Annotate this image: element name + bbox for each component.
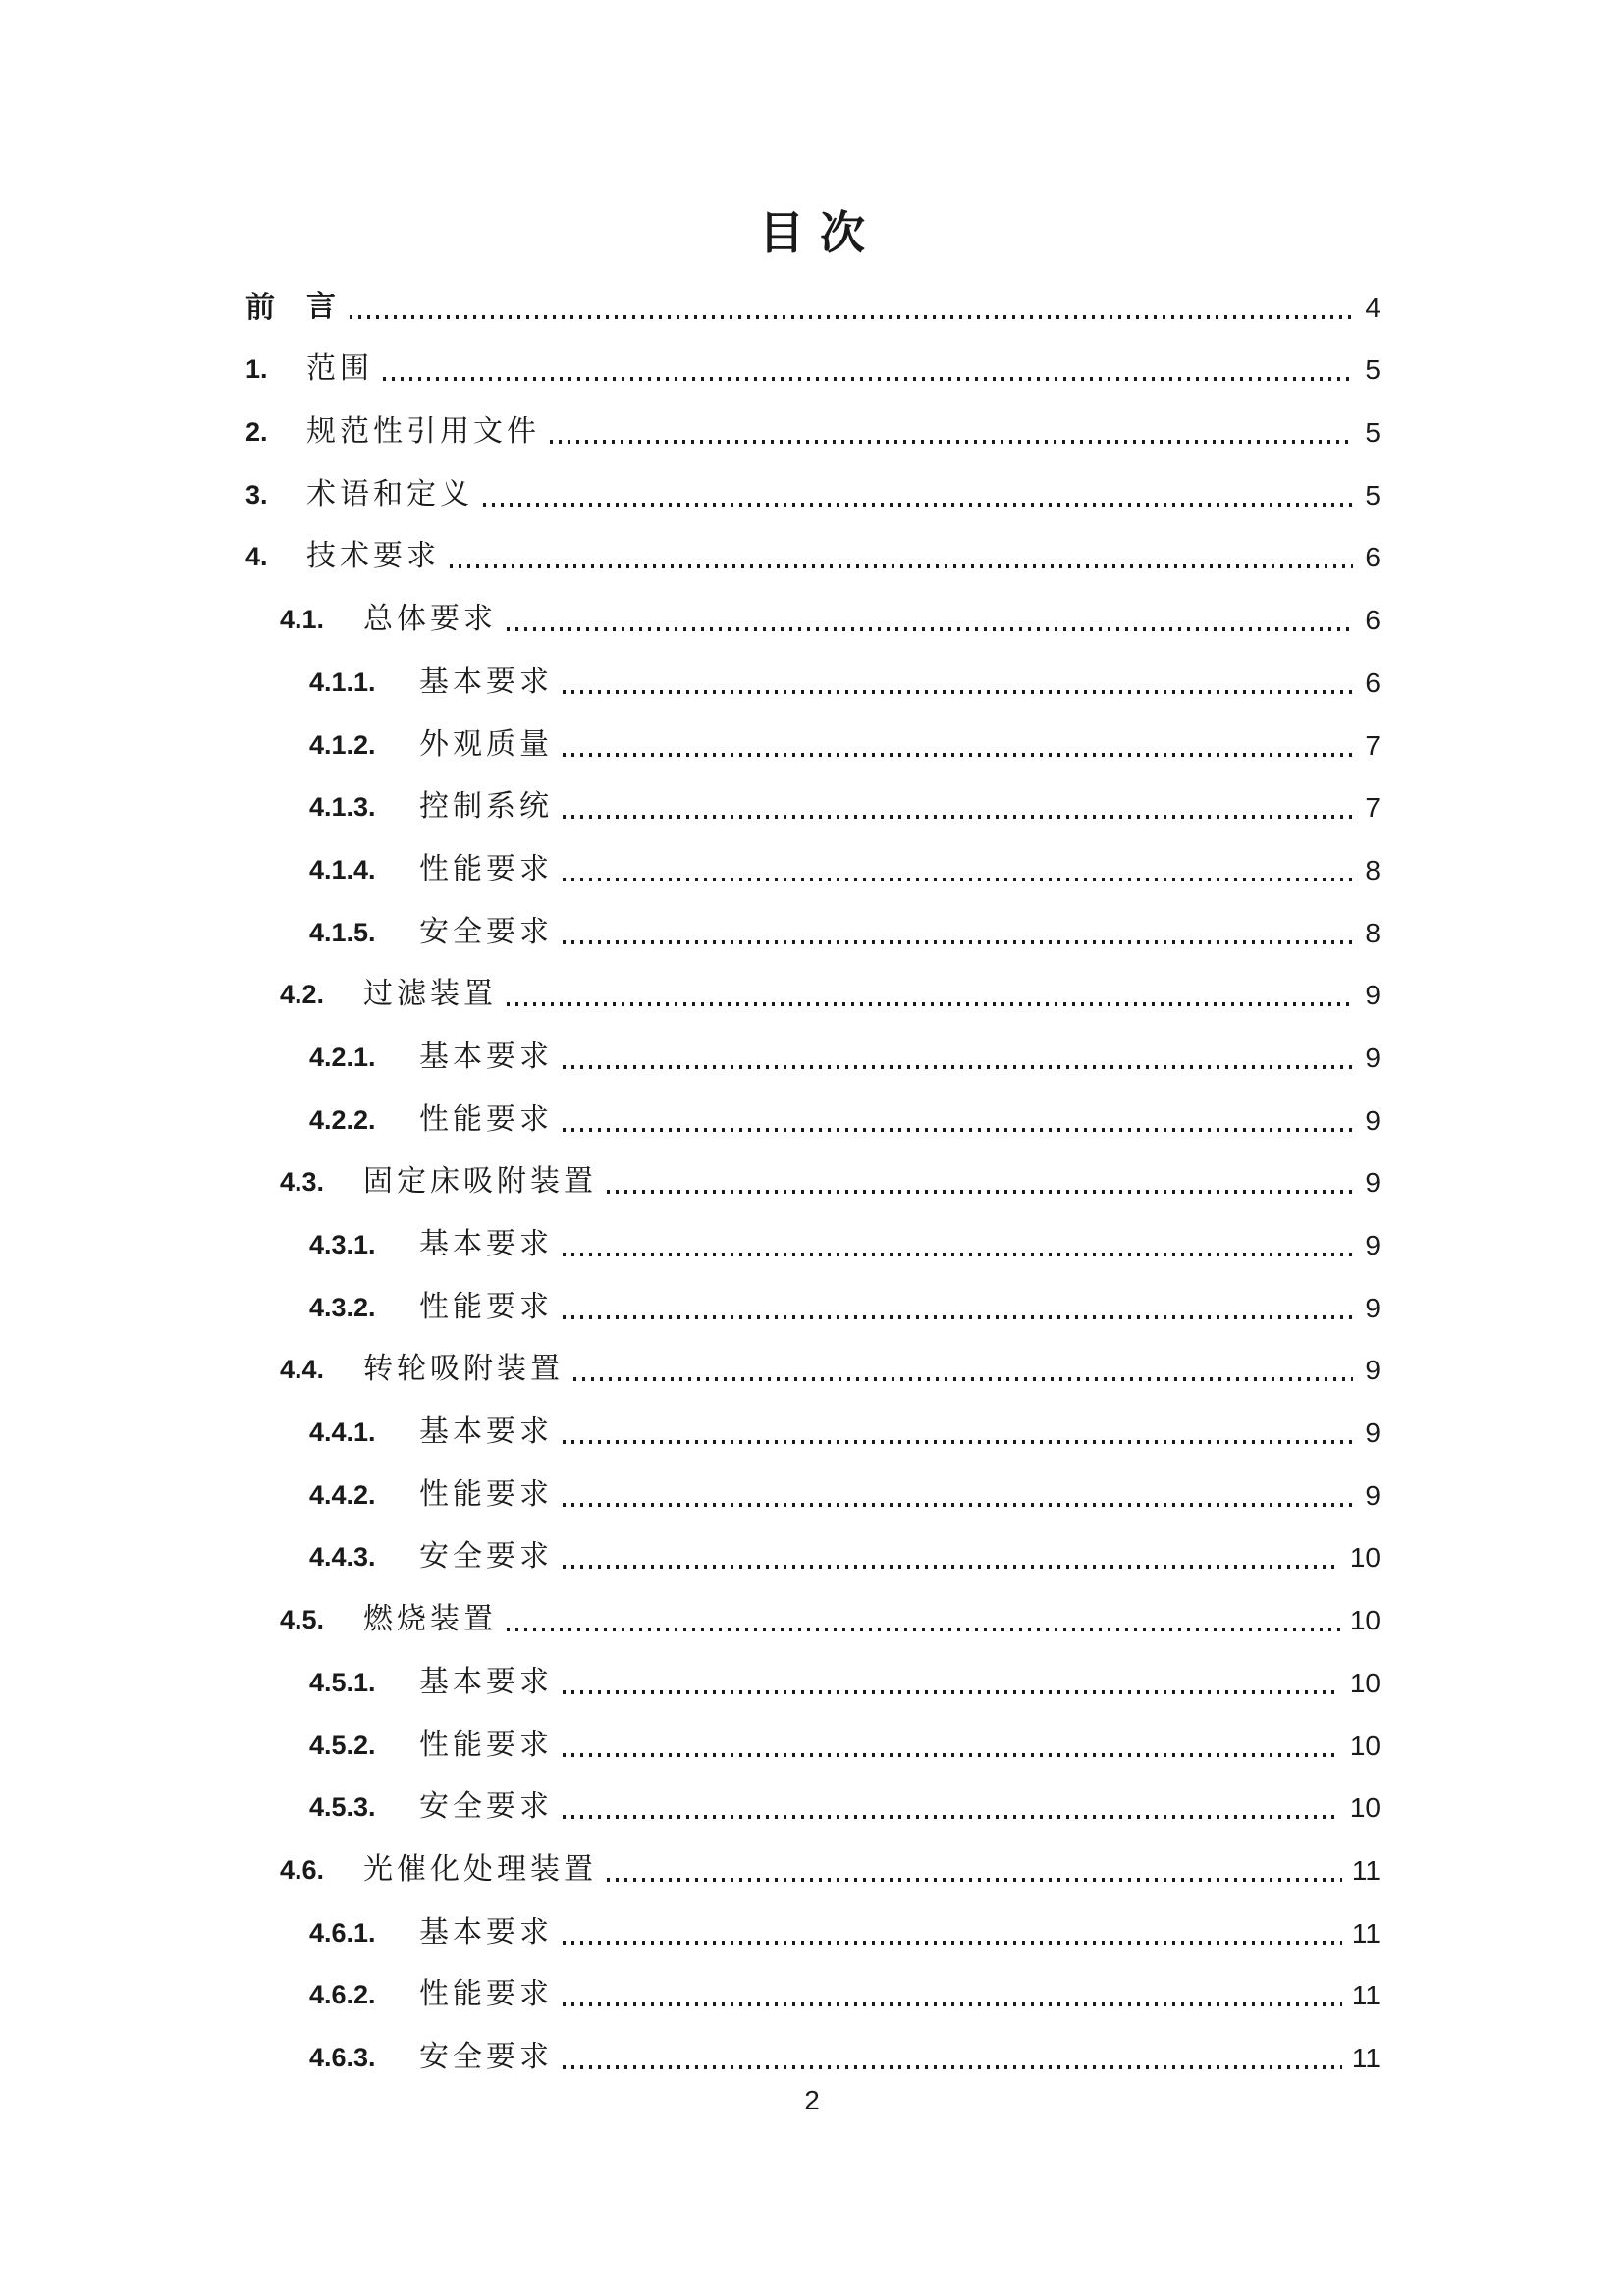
- toc-entry-label: 范围: [306, 352, 373, 386]
- dot-leader: [563, 940, 1353, 944]
- dot-leader: [563, 1128, 1353, 1132]
- dot-leader: [563, 753, 1353, 757]
- table-of-contents: [245, 261, 1380, 2074]
- toc-entry-number: 4.1.4.: [309, 854, 376, 884]
- toc-entry[interactable]: [309, 1636, 1380, 1699]
- toc-entry-page: 5: [1365, 479, 1380, 510]
- toc-entry-page: 9: [1365, 1230, 1380, 1260]
- toc-entry-number: 4.: [245, 542, 268, 572]
- toc-entry-label: 言: [306, 290, 340, 323]
- toc-entry-number: 3.: [245, 479, 268, 509]
- toc-entry[interactable]: [309, 1512, 1380, 1575]
- footer-page-number: 2: [804, 2085, 820, 2115]
- toc-entry[interactable]: [280, 1324, 1380, 1387]
- toc-entry-page: 9: [1365, 980, 1380, 1011]
- toc-entry-number: 4.3.: [280, 1167, 325, 1198]
- toc-entry-page: 8: [1365, 854, 1380, 885]
- toc-entry-page: 9: [1365, 1355, 1380, 1386]
- toc-entry[interactable]: [309, 2011, 1380, 2074]
- toc-entry-page: 9: [1365, 1167, 1380, 1199]
- toc-entry-page: 10: [1349, 1667, 1380, 1698]
- toc-entry-number: 4.6.2.: [309, 1980, 376, 2010]
- toc-entry[interactable]: [309, 1074, 1380, 1137]
- dot-leader: [550, 440, 1353, 444]
- dot-leader: [507, 1628, 1340, 1631]
- toc-entry[interactable]: [309, 1949, 1380, 2012]
- dot-leader: [563, 2002, 1342, 2006]
- toc-entry-label: 性能要求: [419, 1102, 553, 1136]
- toc-entry[interactable]: [309, 1261, 1380, 1324]
- toc-entry-number: 4.3.1.: [309, 1230, 376, 1259]
- dot-leader: [563, 2065, 1342, 2069]
- toc-entry-label: 安全要求: [419, 915, 553, 948]
- toc-entry-number: 4.6.1.: [309, 1917, 376, 1948]
- toc-entry-number: 4.5.1.: [309, 1667, 376, 1697]
- toc-entry-number: 4.6.: [280, 1854, 325, 1885]
- toc-entry-label: 性能要求: [419, 1290, 553, 1323]
- toc-entry-page: 10: [1349, 1730, 1380, 1761]
- toc-entry-number: 4.5.2.: [309, 1730, 376, 1760]
- toc-entry-label: 性能要求: [419, 1978, 553, 2011]
- dot-leader: [450, 564, 1353, 568]
- toc-entry-label: 外观质量: [419, 727, 553, 761]
- toc-entry-label: 基本要求: [419, 1915, 553, 1949]
- toc-entry[interactable]: [309, 1199, 1380, 1261]
- toc-entry[interactable]: [309, 636, 1380, 699]
- toc-entry-label: 术语和定义: [306, 477, 473, 510]
- toc-entry[interactable]: [245, 449, 1380, 511]
- toc-entry-number: 4.1.: [280, 605, 325, 635]
- toc-entry[interactable]: [245, 386, 1380, 449]
- toc-entry-number: 4.4.1.: [309, 1417, 376, 1448]
- toc-entry-page: 11: [1351, 2042, 1380, 2073]
- dot-leader: [563, 1253, 1353, 1256]
- toc-entry[interactable]: [309, 1011, 1380, 1074]
- toc-entry-page: 6: [1365, 667, 1380, 698]
- dot-leader: [483, 503, 1353, 507]
- toc-entry-page: 10: [1349, 1792, 1380, 1824]
- toc-entry[interactable]: [280, 1824, 1380, 1887]
- dot-leader: [563, 1815, 1340, 1819]
- toc-entry[interactable]: [280, 1137, 1380, 1200]
- toc-entry-page: 11: [1351, 1854, 1380, 1886]
- toc-entry-label: 燃烧装置: [363, 1603, 497, 1636]
- dot-leader: [563, 815, 1353, 819]
- toc-entry[interactable]: [245, 511, 1380, 574]
- dot-leader: [563, 1753, 1340, 1757]
- toc-entry[interactable]: [309, 699, 1380, 762]
- toc-entry-page: 4: [1365, 292, 1380, 323]
- toc-entry-number: 4.1.2.: [309, 729, 376, 760]
- toc-entry-label: 光催化处理装置: [363, 1852, 597, 1886]
- toc-entry-number: 4.4.2.: [309, 1479, 376, 1510]
- dot-leader: [563, 1565, 1340, 1569]
- toc-entry-number: 2.: [245, 417, 268, 448]
- toc-entry-page: 10: [1349, 1542, 1380, 1574]
- dot-leader: [383, 377, 1353, 381]
- dot-leader: [563, 878, 1353, 881]
- toc-entry-page: 7: [1365, 792, 1380, 824]
- toc-entry-label: 规范性引用文件: [306, 415, 540, 449]
- toc-entry-page: 5: [1365, 417, 1380, 449]
- toc-entry-page: 5: [1365, 354, 1380, 386]
- toc-entry-label: 固定床吸附装置: [363, 1165, 597, 1199]
- toc-entry-label: 安全要求: [419, 2040, 553, 2073]
- toc-entry-number: 前: [245, 291, 275, 324]
- toc-entry-label: 性能要求: [419, 1728, 553, 1761]
- toc-entry-page: 9: [1365, 1479, 1380, 1511]
- toc-entry-page: 9: [1365, 1292, 1380, 1323]
- dot-leader: [563, 1941, 1342, 1945]
- toc-entry-label: 控制系统: [419, 790, 553, 824]
- toc-entry-number: 4.1.3.: [309, 792, 376, 823]
- dot-leader: [563, 1315, 1353, 1319]
- toc-entry-page: 9: [1365, 1041, 1380, 1073]
- toc-entry[interactable]: [280, 949, 1380, 1012]
- toc-entry-page: 11: [1351, 1917, 1380, 1949]
- dot-leader: [563, 1503, 1353, 1507]
- toc-entry-page: 6: [1365, 542, 1380, 573]
- toc-entry-page: 10: [1349, 1605, 1380, 1636]
- toc-entry[interactable]: [309, 1449, 1380, 1512]
- toc-entry[interactable]: [245, 261, 1380, 324]
- page-title: 目次: [759, 208, 881, 258]
- toc-entry-label: 过滤装置: [363, 978, 497, 1011]
- dot-leader: [350, 315, 1353, 319]
- toc-entry-number: 4.1.5.: [309, 917, 376, 947]
- toc-entry-label: 转轮吸附装置: [363, 1353, 564, 1386]
- toc-entry[interactable]: [309, 824, 1380, 886]
- toc-entry-label: 安全要求: [419, 1540, 553, 1574]
- toc-entry[interactable]: [309, 1762, 1380, 1825]
- toc-entry[interactable]: [309, 886, 1380, 949]
- toc-entry-label: 基本要求: [419, 665, 553, 698]
- toc-entry[interactable]: [309, 1887, 1380, 1949]
- toc-entry-number: 4.4.: [280, 1355, 325, 1385]
- dot-leader: [563, 1065, 1353, 1069]
- dot-leader: [607, 1878, 1342, 1882]
- toc-entry-number: 4.1.1.: [309, 667, 376, 697]
- dot-leader: [563, 1690, 1340, 1694]
- toc-entry-number: 4.2.1.: [309, 1041, 376, 1072]
- toc-entry-page: 11: [1351, 1980, 1380, 2011]
- toc-entry-page: 9: [1365, 1417, 1380, 1449]
- toc-entry-number: 4.2.: [280, 980, 325, 1010]
- dot-leader: [507, 1002, 1353, 1006]
- toc-entry[interactable]: [309, 762, 1380, 825]
- toc-entry-label: 性能要求: [419, 1477, 553, 1511]
- toc-entry[interactable]: [280, 1574, 1380, 1636]
- dot-leader: [563, 1440, 1353, 1444]
- toc-entry-label: 安全要求: [419, 1790, 553, 1824]
- toc-entry-number: 1.: [245, 354, 268, 385]
- toc-entry[interactable]: [309, 1699, 1380, 1762]
- toc-entry-label: 基本要求: [419, 1228, 553, 1260]
- toc-entry-number: 4.4.3.: [309, 1542, 376, 1573]
- toc-entry[interactable]: [309, 1386, 1380, 1449]
- toc-entry-number: 4.3.2.: [309, 1292, 376, 1322]
- dot-leader: [607, 1190, 1353, 1194]
- toc-entry-number: 4.2.2.: [309, 1104, 376, 1135]
- toc-entry[interactable]: [245, 324, 1380, 387]
- dot-leader: [507, 627, 1353, 631]
- toc-entry-label: 基本要求: [419, 1415, 553, 1449]
- toc-entry-page: 9: [1365, 1104, 1380, 1136]
- toc-entry-label: 技术要求: [306, 540, 440, 573]
- toc-entry-number: 4.6.3.: [309, 2042, 376, 2072]
- toc-entry-number: 4.5.: [280, 1605, 325, 1635]
- dot-leader: [573, 1377, 1353, 1381]
- toc-entry-page: 8: [1365, 917, 1380, 948]
- toc-entry[interactable]: [280, 573, 1380, 636]
- toc-entry-page: 6: [1365, 605, 1380, 636]
- dot-leader: [563, 690, 1353, 694]
- toc-entry-label: 基本要求: [419, 1040, 553, 1073]
- toc-entry-label: 基本要求: [419, 1665, 553, 1698]
- toc-entry-number: 4.5.3.: [309, 1792, 376, 1823]
- toc-entry-label: 总体要求: [363, 603, 497, 636]
- toc-entry-label: 性能要求: [419, 852, 553, 885]
- toc-entry-page: 7: [1365, 729, 1380, 761]
